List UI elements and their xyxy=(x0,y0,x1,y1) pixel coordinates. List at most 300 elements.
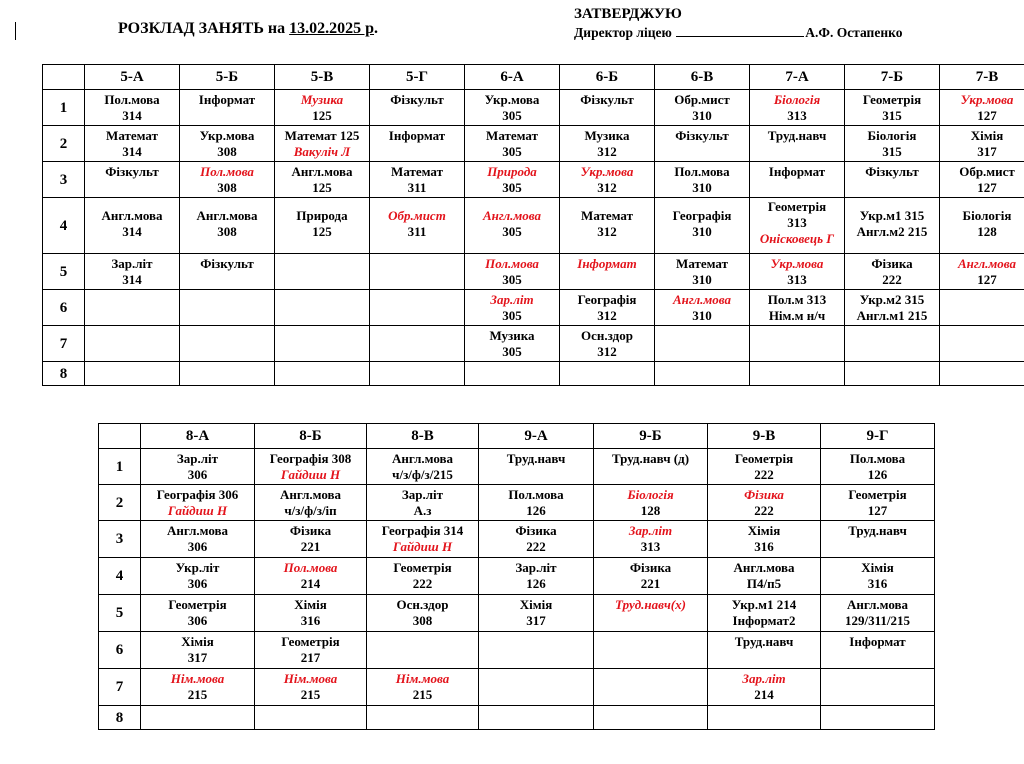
lesson-cell xyxy=(940,326,1024,362)
lesson-entry: 306 xyxy=(187,539,208,554)
lesson-cell xyxy=(275,162,370,198)
lesson-entry: 305 xyxy=(502,308,522,323)
lesson-entry: Зар.літ xyxy=(176,451,219,466)
lesson-cell xyxy=(594,706,708,730)
lesson-entry: Пол.мова xyxy=(104,92,160,107)
lesson-cell xyxy=(180,90,275,126)
class-header: 5-В xyxy=(275,65,370,90)
lesson-cell xyxy=(275,254,370,290)
lesson-entry: Труд.навч xyxy=(734,634,794,649)
lesson-entry: Геометрія xyxy=(281,634,340,649)
lesson-cell xyxy=(255,485,367,521)
lesson-entry: 308 xyxy=(217,224,237,239)
lesson-entry: Географія xyxy=(577,292,637,307)
table-row xyxy=(99,595,935,632)
lesson-entry: Англ.мова xyxy=(166,523,229,538)
lesson-entry: Хімія xyxy=(747,523,781,538)
lesson-entry: Фізкульт xyxy=(105,164,159,179)
class-header: 9-В xyxy=(708,424,821,449)
lesson-entry: 313 xyxy=(787,215,807,230)
table-row xyxy=(43,326,1024,362)
lesson-cell xyxy=(560,362,655,386)
lesson-cell xyxy=(845,162,940,198)
lesson-number: 6 xyxy=(99,632,141,669)
lesson-cell xyxy=(560,290,655,326)
lesson-entry: Геометрія xyxy=(862,92,922,107)
title-prefix: РОЗКЛАД ЗАНЯТЬ на xyxy=(118,20,290,37)
lesson-entry: Укр.м1 214 xyxy=(731,597,797,612)
lesson-entry: Англ.м2 215 xyxy=(856,224,928,239)
lesson-cell xyxy=(594,669,708,706)
lesson-entry: Труд.навч (д) xyxy=(611,451,690,466)
lesson-entry: Хімія xyxy=(970,128,1004,143)
lesson-cell xyxy=(465,326,560,362)
lesson-entry: Математ 125 xyxy=(284,128,360,143)
lesson-entry: 127 xyxy=(867,503,888,518)
lesson-number: 1 xyxy=(43,90,85,126)
lesson-cell xyxy=(370,126,465,162)
lesson-entry: Англ.мова xyxy=(101,208,163,223)
lesson-cell xyxy=(255,706,367,730)
lesson-cell xyxy=(821,669,935,706)
highlighted-entry: Нім.мова xyxy=(170,671,225,686)
highlighted-entry: Біологія xyxy=(627,487,674,502)
lesson-cell xyxy=(370,198,465,254)
lesson-cell xyxy=(141,706,255,730)
lesson-number: 4 xyxy=(43,198,85,254)
lesson-entry: 217 xyxy=(300,650,321,665)
class-header: 5-Б xyxy=(180,65,275,90)
lesson-entry: Музика xyxy=(584,128,630,143)
lesson-entry: Зар.літ xyxy=(401,487,444,502)
lesson-entry: Хімія xyxy=(519,597,553,612)
lesson-entry: 222 xyxy=(882,272,902,287)
lesson-cell xyxy=(85,362,180,386)
lesson-entry: Хімія xyxy=(861,560,894,575)
lesson-entry: Укр.літ xyxy=(175,560,220,575)
lesson-number: 3 xyxy=(43,162,85,198)
lesson-cell xyxy=(594,558,708,595)
lesson-cell xyxy=(367,669,479,706)
lesson-number: 7 xyxy=(43,326,85,362)
table-row xyxy=(99,558,935,595)
lesson-cell xyxy=(821,595,935,632)
lesson-entry: Інформат xyxy=(388,128,446,143)
lesson-cell xyxy=(750,162,845,198)
table-row xyxy=(99,706,935,730)
lesson-entry: Хімія xyxy=(181,634,214,649)
lesson-number: 2 xyxy=(43,126,85,162)
highlighted-entry: Англ.мова xyxy=(672,292,732,307)
lesson-entry: Зар.літ xyxy=(111,256,153,271)
lesson-entry: Хімія xyxy=(294,597,327,612)
lesson-cell xyxy=(560,162,655,198)
lesson-number: 8 xyxy=(43,362,85,386)
lesson-cell xyxy=(479,449,594,485)
lesson-entry: 305 xyxy=(502,344,522,359)
lesson-cell xyxy=(85,162,180,198)
lesson-entry: 126 xyxy=(526,503,546,518)
approve-label: ЗАТВЕРДЖУЮ xyxy=(574,6,682,22)
class-header: 6-В xyxy=(655,65,750,90)
table-row xyxy=(43,162,1024,198)
lesson-cell xyxy=(180,126,275,162)
lesson-cell xyxy=(750,198,845,254)
lesson-entry: Англ.м1 215 xyxy=(856,308,928,323)
lesson-number: 7 xyxy=(99,669,141,706)
lesson-number: 4 xyxy=(99,558,141,595)
lesson-entry: Пол.мова xyxy=(674,164,730,179)
lesson-number: 1 xyxy=(99,449,141,485)
lesson-cell xyxy=(180,198,275,254)
lesson-cell xyxy=(940,362,1024,386)
lesson-entry: 127 xyxy=(977,272,997,287)
lesson-entry: 310 xyxy=(692,180,712,195)
lesson-cell xyxy=(708,706,821,730)
highlighted-entry: Гайдиш Н xyxy=(392,539,453,554)
lesson-entry: Фізика xyxy=(289,523,332,538)
lesson-entry: Фізика xyxy=(871,256,913,271)
lesson-cell xyxy=(465,90,560,126)
lesson-entry: Англ.мова xyxy=(279,487,342,502)
lesson-entry: Математ xyxy=(391,164,443,179)
class-header: 5-Г xyxy=(370,65,465,90)
lesson-cell xyxy=(141,558,255,595)
lesson-entry: Інформат xyxy=(768,164,826,179)
lesson-entry: ч/з/ф/з/іп xyxy=(284,503,337,518)
lesson-cell xyxy=(479,595,594,632)
lesson-entry: Обр.мист xyxy=(959,164,1015,179)
class-header: 7-А xyxy=(750,65,845,90)
table-row xyxy=(99,632,935,669)
lesson-cell xyxy=(370,290,465,326)
class-header: 8-А xyxy=(141,424,255,449)
lesson-cell xyxy=(367,485,479,521)
lesson-cell xyxy=(655,90,750,126)
lesson-entry: 316 xyxy=(300,613,321,628)
lesson-cell xyxy=(141,669,255,706)
lesson-cell xyxy=(821,449,935,485)
lesson-entry: Англ.мова xyxy=(196,208,258,223)
lesson-cell xyxy=(367,521,479,558)
highlighted-entry: Природа xyxy=(487,164,537,179)
director-name: А.Ф. Остапенко xyxy=(805,25,903,40)
lesson-cell xyxy=(750,290,845,326)
lesson-entry: 125 xyxy=(312,108,332,123)
highlighted-entry: Нім.мова xyxy=(395,671,450,686)
lesson-cell xyxy=(255,449,367,485)
lesson-entry: Географія 308 xyxy=(269,451,352,466)
lesson-entry: Географія 306 xyxy=(156,487,239,502)
lesson-cell xyxy=(750,362,845,386)
lesson-cell xyxy=(85,326,180,362)
lesson-entry: 214 xyxy=(300,576,321,591)
schedule-title xyxy=(118,20,378,38)
class-header: 9-А xyxy=(479,424,594,449)
lesson-cell xyxy=(594,632,708,669)
lesson-cell xyxy=(845,126,940,162)
lesson-cell xyxy=(275,198,370,254)
lesson-entry: 317 xyxy=(187,650,208,665)
lesson-entry: 221 xyxy=(640,576,661,591)
table-row xyxy=(43,126,1024,162)
lesson-entry: Фізкульт xyxy=(865,164,919,179)
lesson-cell xyxy=(479,706,594,730)
lesson-cell xyxy=(367,706,479,730)
lesson-entry: 305 xyxy=(502,144,522,159)
lesson-entry: 315 xyxy=(882,144,902,159)
lesson-entry: Інформат xyxy=(849,634,906,649)
highlighted-entry: Онісковець Г xyxy=(759,231,835,246)
lesson-entry: 126 xyxy=(526,576,546,591)
lesson-entry: Труд.навч xyxy=(506,451,566,466)
lesson-entry: 311 xyxy=(407,224,427,239)
lesson-cell xyxy=(560,126,655,162)
lesson-entry: Укр.м2 315 xyxy=(859,292,925,307)
lesson-cell xyxy=(367,449,479,485)
table-header-row xyxy=(43,65,1024,90)
lesson-cell xyxy=(141,449,255,485)
director-line xyxy=(574,25,902,41)
lesson-entry: 129/311/215 xyxy=(844,613,910,628)
lesson-cell xyxy=(141,595,255,632)
lesson-cell xyxy=(845,254,940,290)
lesson-entry: Пол.мова xyxy=(849,451,906,466)
lesson-entry: 305 xyxy=(502,224,522,239)
lesson-cell xyxy=(479,521,594,558)
lesson-entry: 215 xyxy=(412,687,433,702)
lesson-entry: Інформат2 xyxy=(732,613,796,628)
schedule-table-upper xyxy=(42,64,1024,386)
lesson-cell xyxy=(655,290,750,326)
lesson-cell xyxy=(821,485,935,521)
lesson-entry: 310 xyxy=(692,272,712,287)
lesson-cell xyxy=(655,326,750,362)
highlighted-entry: Пол.мова xyxy=(283,560,338,575)
lesson-entry: Фізика xyxy=(515,523,557,538)
lesson-number: 8 xyxy=(99,706,141,730)
highlighted-entry: Обр.мист xyxy=(388,208,446,223)
lesson-cell xyxy=(275,362,370,386)
lesson-cell xyxy=(821,558,935,595)
lesson-cell xyxy=(85,254,180,290)
lesson-cell xyxy=(255,632,367,669)
lesson-cell xyxy=(708,485,821,521)
table-row xyxy=(99,521,935,558)
title-suffix: . xyxy=(374,20,379,37)
highlighted-entry: Інформат xyxy=(577,256,637,271)
lesson-cell xyxy=(940,162,1024,198)
lesson-cell xyxy=(940,290,1024,326)
lesson-cell xyxy=(750,90,845,126)
lesson-entry: 311 xyxy=(407,180,427,195)
lesson-entry: Геометрія xyxy=(767,199,827,214)
lesson-cell xyxy=(750,126,845,162)
lesson-entry: Геометрія xyxy=(734,451,794,466)
lesson-cell xyxy=(821,521,935,558)
lesson-entry: 313 xyxy=(787,108,807,123)
lesson-cell xyxy=(275,290,370,326)
lesson-cell xyxy=(845,198,940,254)
lesson-entry: Пол.м 313 xyxy=(767,292,827,307)
lesson-cell xyxy=(85,290,180,326)
table-header-row xyxy=(99,424,935,449)
lesson-cell xyxy=(275,326,370,362)
lesson-entry: Біологія xyxy=(962,208,1012,223)
lesson-entry: 127 xyxy=(977,180,997,195)
lesson-entry: 222 xyxy=(412,576,433,591)
lesson-entry: Англ.мова xyxy=(391,451,454,466)
highlighted-entry: Вакуліч Л xyxy=(293,144,351,159)
lesson-cell xyxy=(85,198,180,254)
lesson-number: 5 xyxy=(43,254,85,290)
table-row xyxy=(43,198,1024,254)
highlighted-entry: Труд.навч(х) xyxy=(615,597,686,612)
class-header: 7-В xyxy=(940,65,1024,90)
lesson-cell xyxy=(845,326,940,362)
lesson-cell xyxy=(370,90,465,126)
highlighted-entry: Англ.мова xyxy=(482,208,542,223)
highlighted-entry: Фізика xyxy=(744,487,784,502)
lesson-cell xyxy=(180,254,275,290)
lesson-cell xyxy=(370,162,465,198)
highlighted-entry: Біологія xyxy=(773,92,821,107)
lesson-entry: 314 xyxy=(122,108,142,123)
table-row xyxy=(43,254,1024,290)
lesson-number: 3 xyxy=(99,521,141,558)
lesson-entry: Укр.м1 315 xyxy=(859,208,925,223)
highlighted-entry: Укр.мова xyxy=(770,256,824,271)
lesson-cell xyxy=(370,254,465,290)
lesson-cell xyxy=(275,126,370,162)
lesson-cell xyxy=(180,362,275,386)
lesson-cell xyxy=(141,632,255,669)
class-header: 9-Г xyxy=(821,424,935,449)
lesson-cell xyxy=(479,485,594,521)
lesson-entry: 308 xyxy=(217,144,237,159)
lesson-entry: Географія 314 xyxy=(381,523,464,538)
lesson-entry: 305 xyxy=(502,272,522,287)
highlighted-entry: Пол.мова xyxy=(200,164,254,179)
table-row xyxy=(99,669,935,706)
lesson-entry: 312 xyxy=(597,224,617,239)
table-row xyxy=(99,485,935,521)
lesson-cell xyxy=(821,706,935,730)
lesson-cell xyxy=(845,290,940,326)
lesson-entry: Англ.мова xyxy=(846,597,909,612)
lesson-cell xyxy=(465,290,560,326)
lesson-entry: 128 xyxy=(640,503,661,518)
lesson-entry: 317 xyxy=(526,613,546,628)
lesson-cell xyxy=(255,595,367,632)
lesson-entry: Біологія xyxy=(867,128,917,143)
lesson-cell xyxy=(370,362,465,386)
lesson-entry: Музика xyxy=(489,328,535,343)
lesson-cell xyxy=(275,90,370,126)
lesson-entry: Труд.навч xyxy=(848,523,907,538)
lesson-cell xyxy=(560,326,655,362)
lesson-entry: 222 xyxy=(526,539,546,554)
lesson-entry: Математ xyxy=(676,256,728,271)
approval-block xyxy=(574,6,902,41)
lesson-cell xyxy=(708,558,821,595)
lesson-cell xyxy=(180,290,275,326)
lesson-cell xyxy=(708,521,821,558)
lesson-cell xyxy=(750,326,845,362)
lesson-entry: 316 xyxy=(754,539,774,554)
lesson-cell xyxy=(367,632,479,669)
lesson-entry: 313 xyxy=(787,272,807,287)
lesson-cell xyxy=(655,162,750,198)
lesson-cell xyxy=(180,326,275,362)
header-corner-cell xyxy=(99,424,141,449)
highlighted-entry: Укр.мова xyxy=(580,164,634,179)
lesson-cell xyxy=(479,632,594,669)
table-row xyxy=(43,90,1024,126)
director-label: Директор ліцею xyxy=(574,25,672,40)
lesson-cell xyxy=(465,198,560,254)
lesson-entry: П4/п5 xyxy=(746,576,782,591)
lesson-entry: 317 xyxy=(977,144,997,159)
lesson-entry: Математ xyxy=(581,208,633,223)
lesson-entry: 125 xyxy=(312,180,332,195)
lesson-entry: 310 xyxy=(692,108,712,123)
class-header: 8-Б xyxy=(255,424,367,449)
lesson-entry: Обр.мист xyxy=(674,92,730,107)
highlighted-entry: Пол.мова xyxy=(485,256,539,271)
lesson-cell xyxy=(708,595,821,632)
lesson-entry: Географія xyxy=(672,208,732,223)
lesson-number: 2 xyxy=(99,485,141,521)
lesson-cell xyxy=(180,162,275,198)
lesson-cell xyxy=(255,521,367,558)
lesson-entry: Осн.здор xyxy=(396,597,449,612)
lesson-entry: Фізика xyxy=(629,560,672,575)
class-header: 9-Б xyxy=(594,424,708,449)
lesson-entry: Англ.мова xyxy=(291,164,353,179)
lesson-cell xyxy=(255,669,367,706)
lesson-cell xyxy=(594,449,708,485)
lesson-entry: 308 xyxy=(412,613,433,628)
highlighted-entry: Гайдиш Н xyxy=(167,503,228,518)
lesson-entry: 312 xyxy=(597,308,617,323)
lesson-cell xyxy=(750,254,845,290)
highlighted-entry: Зар.літ xyxy=(490,292,534,307)
lesson-cell xyxy=(845,362,940,386)
lesson-cell xyxy=(465,126,560,162)
lesson-cell xyxy=(655,362,750,386)
lesson-number: 5 xyxy=(99,595,141,632)
lesson-cell xyxy=(560,198,655,254)
lesson-cell xyxy=(845,90,940,126)
lesson-entry: 314 xyxy=(122,272,142,287)
lesson-entry: Осн.здор xyxy=(581,328,633,343)
lesson-cell xyxy=(465,254,560,290)
table-row xyxy=(43,290,1024,326)
lesson-entry: Математ xyxy=(106,128,158,143)
lesson-cell xyxy=(560,90,655,126)
lesson-entry: 316 xyxy=(867,576,888,591)
lesson-entry: 128 xyxy=(977,224,997,239)
lesson-entry: 315 xyxy=(882,108,902,123)
highlighted-entry: Зар.літ xyxy=(742,671,786,686)
lesson-cell xyxy=(560,254,655,290)
lesson-cell xyxy=(940,198,1024,254)
lesson-entry: Нім.м н/ч xyxy=(768,308,826,323)
lesson-cell xyxy=(821,632,935,669)
schedule-table-lower xyxy=(98,423,935,730)
lesson-entry: 215 xyxy=(187,687,208,702)
